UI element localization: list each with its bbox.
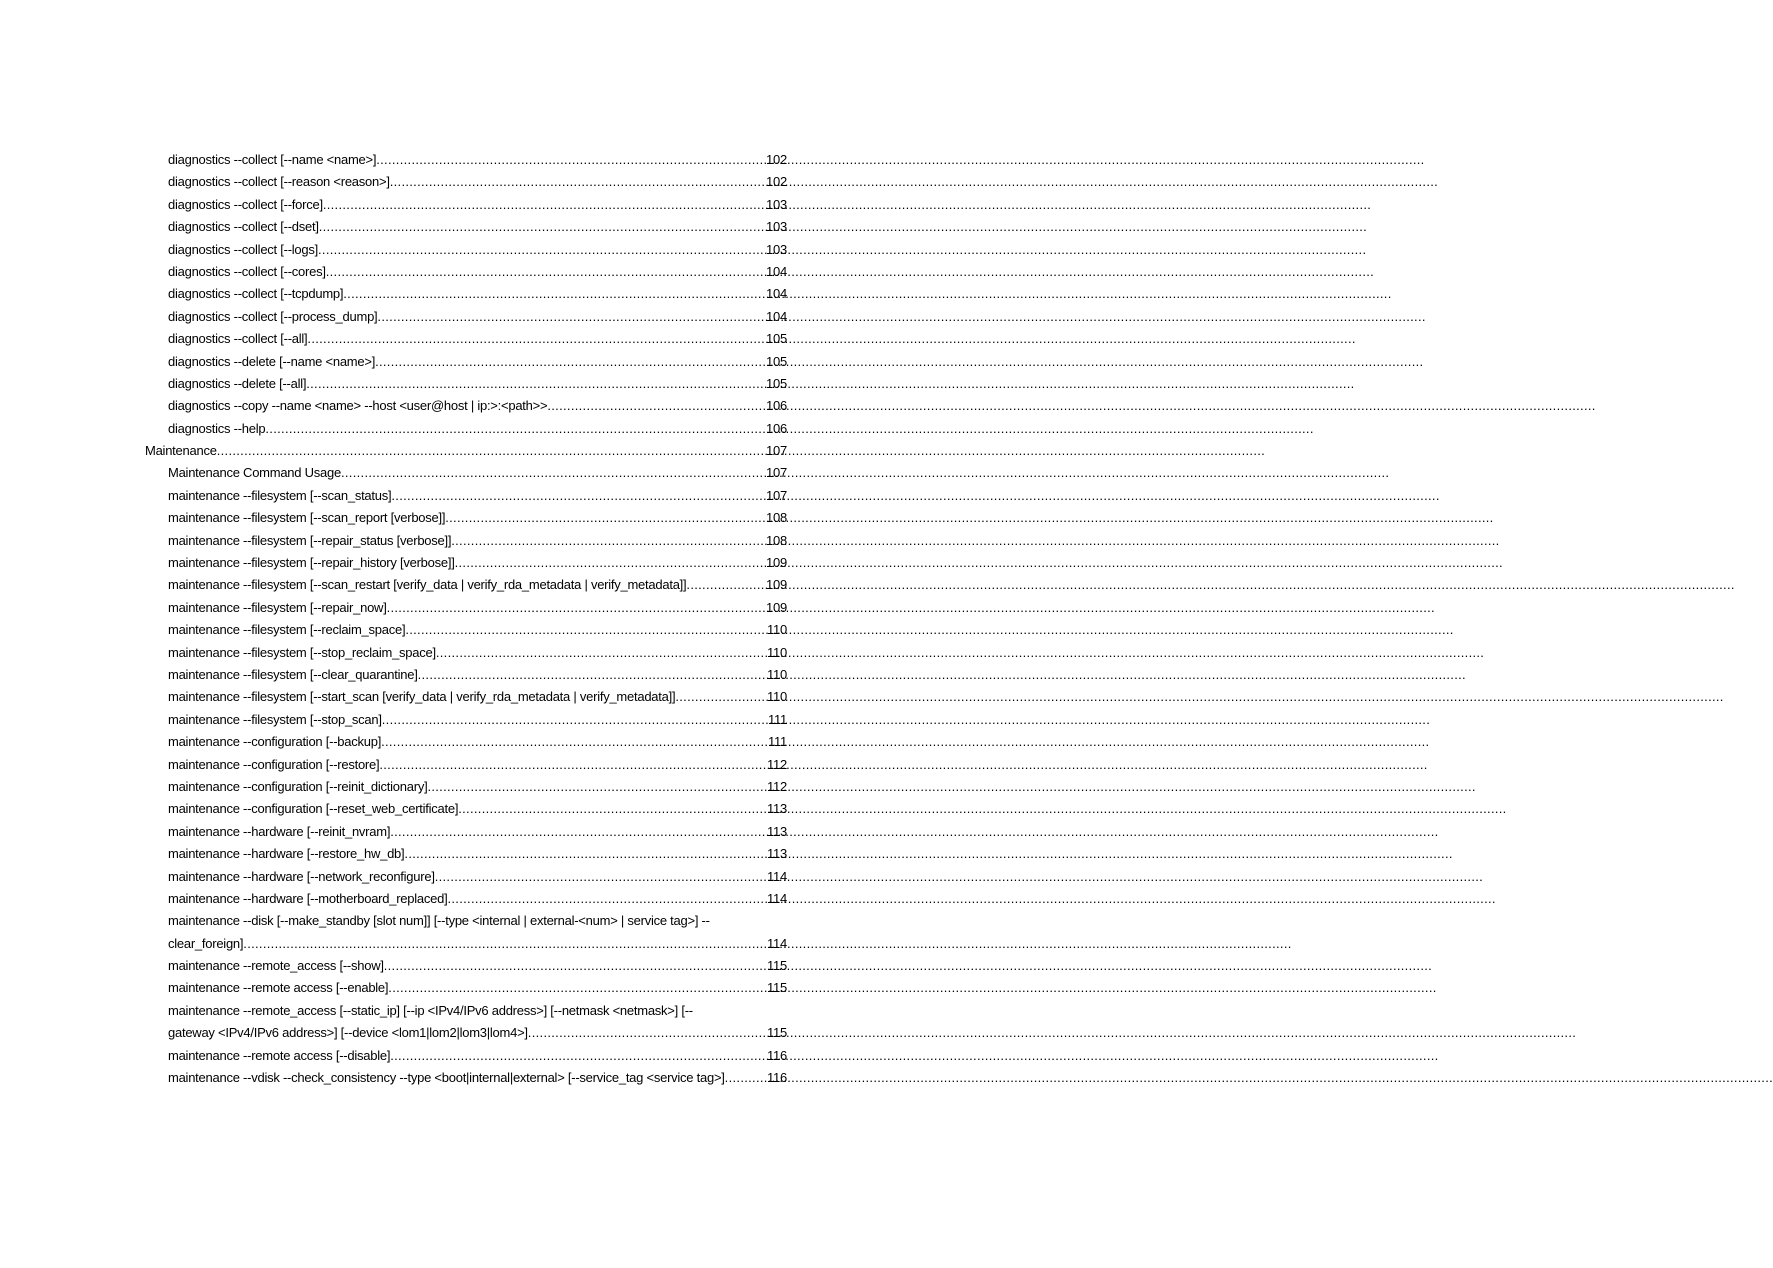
toc-page-number: 109 (766, 599, 787, 615)
dot-leader (405, 619, 766, 641)
toc-page-number: 114 (767, 935, 787, 951)
dot-leader (458, 798, 766, 820)
dot-leader (379, 754, 766, 776)
toc-page-number: 110 (767, 622, 787, 638)
toc-entry-text: maintenance --remote_access [--static_ip] [--ip <IPv4/IPv6 address>] [--netmask <netmask>] [-- (168, 1002, 693, 1018)
toc-entry-text: Maintenance Command Usage (168, 465, 341, 481)
toc-entry-text: clear_foreign] (168, 935, 244, 951)
toc-entry-continuation[interactable] (0, 1022, 954, 1044)
dot-leader (323, 194, 765, 216)
toc-entry-text: maintenance --hardware [--restore_hw_db] (168, 846, 405, 862)
toc-entry-text: maintenance --remote_access [--show] (168, 958, 384, 974)
toc-entry[interactable] (0, 351, 954, 373)
toc-entry-text: maintenance --filesystem [--scan_status] (168, 487, 392, 503)
toc-entry[interactable] (0, 216, 954, 238)
toc-page-number: 106 (766, 398, 787, 414)
toc-entry-text: maintenance --filesystem [--stop_reclaim_space] (168, 644, 436, 660)
toc-entry[interactable] (0, 306, 954, 328)
toc-entry[interactable] (0, 798, 954, 820)
toc-entry-text: diagnostics --collect [--name <name>] (168, 152, 377, 167)
toc-entry[interactable] (0, 754, 954, 776)
toc-entry-text: maintenance --filesystem [--start_scan [verify_data | verify_rda_metadata | verify_metadata]] (168, 689, 676, 705)
toc-entry[interactable] (0, 283, 954, 305)
dot-leader (686, 574, 765, 596)
toc-entry-text: maintenance --filesystem [--repair_status [verbose]] (168, 532, 452, 548)
toc-entry-text: maintenance --remote access [--enable] (168, 980, 389, 996)
toc-entry[interactable] (0, 1067, 954, 1089)
toc-entry-text: maintenance --filesystem [--reclaim_space] (168, 622, 406, 638)
toc-entry[interactable] (0, 843, 954, 865)
dot-leader (387, 597, 765, 619)
toc-page-number: 105 (766, 353, 787, 369)
toc-entry[interactable] (0, 597, 954, 619)
toc-page-number: 104 (766, 286, 787, 302)
toc-entry[interactable] (0, 418, 954, 440)
toc-entry[interactable] (0, 328, 954, 350)
toc-entry[interactable] (0, 731, 954, 753)
toc-page-number: 115 (767, 958, 787, 974)
dot-leader (375, 351, 765, 373)
dot-leader (418, 664, 766, 686)
toc-page-number: 113 (767, 846, 787, 862)
toc-entry[interactable] (0, 888, 954, 910)
toc-entry[interactable] (0, 171, 954, 193)
toc-entry-text: maintenance --filesystem [--scan_report [verbose]] (168, 510, 446, 526)
toc-entry-text: maintenance --filesystem [--stop_scan] (168, 711, 382, 727)
dot-leader (455, 552, 765, 574)
dot-leader (381, 731, 767, 753)
dot-leader (343, 283, 765, 305)
dot-leader (376, 149, 765, 171)
toc-entry-text: diagnostics --collect [--logs] (168, 241, 318, 257)
toc-page-number: 105 (766, 331, 787, 347)
toc-page-number: 112 (767, 778, 787, 794)
toc-page-number: 104 (766, 308, 787, 324)
dot-leader (390, 821, 766, 843)
toc-page-number: 103 (766, 219, 787, 235)
toc-entry[interactable] (0, 709, 954, 731)
toc-entry[interactable] (0, 530, 954, 552)
toc-entry[interactable] (0, 462, 954, 484)
toc-page-number: 102 (766, 152, 787, 167)
dot-leader (388, 977, 766, 999)
dot-leader (528, 1022, 766, 1044)
toc-entry-text: maintenance --configuration [--reinit_dictionary] (168, 778, 428, 794)
table-of-contents (0, 149, 954, 1089)
toc-page-number: 109 (766, 577, 787, 593)
toc-entry[interactable] (0, 955, 954, 977)
toc-entry[interactable] (0, 821, 954, 843)
toc-section-heading[interactable] (0, 440, 954, 462)
dot-leader (675, 686, 766, 708)
toc-entry[interactable] (0, 866, 954, 888)
dot-leader (427, 776, 766, 798)
toc-entry[interactable] (0, 485, 954, 507)
toc-page-number: 108 (766, 510, 787, 526)
toc-entry[interactable] (0, 261, 954, 283)
toc-entry-text: maintenance --hardware [--network_reconfigure] (168, 868, 435, 884)
toc-page-number: 116 (767, 1070, 787, 1086)
toc-entry-text: maintenance --configuration [--backup] (168, 734, 382, 750)
toc-entry-text: maintenance --filesystem [--repair_history [verbose]] (168, 555, 455, 571)
toc-entry-text: maintenance --filesystem [--scan_restart [verify_data | verify_rda_metadata | verify_metadata]] (168, 577, 687, 593)
toc-entry[interactable] (0, 507, 954, 529)
toc-entry[interactable] (0, 776, 954, 798)
toc-entry[interactable] (0, 1000, 954, 1022)
toc-entry-text: maintenance --disk [--make_standby [slot num]] [--type <internal | external-<num> | service tag>] -- (168, 913, 710, 929)
toc-entry-text: diagnostics --collect [--all] (168, 331, 308, 347)
toc-entry-text: diagnostics --collect [--cores] (168, 263, 326, 279)
toc-entry[interactable] (0, 619, 954, 641)
toc-entry[interactable] (0, 686, 954, 708)
toc-page-number: 102 (766, 174, 787, 190)
dot-leader (341, 462, 765, 484)
toc-page-number: 116 (767, 1047, 787, 1063)
toc-page-number: 111 (767, 711, 787, 727)
toc-page-number: 112 (767, 756, 787, 772)
toc-entry-text: diagnostics --help (168, 420, 266, 436)
toc-page-number: 115 (767, 980, 787, 996)
toc-entry-text: maintenance --filesystem [--clear_quarantine] (168, 666, 418, 682)
dot-leader (384, 955, 766, 977)
toc-entry[interactable] (0, 395, 954, 417)
toc-entry-text: diagnostics --delete [--name <name>] (168, 353, 376, 369)
dot-leader (326, 261, 765, 283)
dot-leader (307, 328, 765, 350)
toc-entry-text: diagnostics --collect [--process_dump] (168, 308, 378, 324)
toc-entry[interactable] (0, 910, 954, 932)
toc-entry[interactable] (0, 574, 954, 596)
dot-leader (265, 418, 765, 440)
toc-page-number: 104 (766, 263, 787, 279)
dot-leader (436, 642, 766, 664)
toc-page-number: 113 (767, 823, 787, 839)
toc-page-number: 103 (766, 241, 787, 257)
toc-entry-text: maintenance --configuration [--reset_web_certificate] (168, 801, 459, 817)
dot-leader (435, 866, 766, 888)
toc-entry[interactable] (0, 642, 954, 664)
toc-entry-text: diagnostics --collect [--force] (168, 196, 323, 212)
toc-entry-text: diagnostics --collect [--tcpdump] (168, 286, 344, 302)
dot-leader (404, 843, 766, 865)
dot-leader (382, 709, 767, 731)
toc-entry[interactable] (0, 664, 954, 686)
toc-entry-text: maintenance --filesystem [--repair_now] (168, 599, 387, 615)
toc-entry-text: maintenance --hardware [--reinit_nvram] (168, 823, 391, 839)
dot-leader (451, 530, 765, 552)
dot-leader (390, 171, 765, 193)
toc-entry-text: maintenance --remote access [--disable] (168, 1047, 391, 1063)
toc-page-number: 108 (766, 532, 787, 548)
toc-page-number: 111 (767, 734, 787, 750)
dot-leader (390, 1045, 766, 1067)
toc-page-number: 115 (767, 1025, 787, 1041)
toc-entry-text: gateway <IPv4/IPv6 address>] [--device <lom1|lom2|lom3|lom4>] (168, 1025, 528, 1041)
toc-page-number: 109 (766, 555, 787, 571)
toc-entry-text: diagnostics --collect [--dset] (168, 219, 319, 235)
dot-leader (445, 507, 765, 529)
dot-leader (447, 888, 766, 910)
toc-page-number: 110 (767, 644, 787, 660)
toc-page-number: 113 (767, 801, 787, 817)
toc-entry-text: diagnostics --copy --name <name> --host <user@host | ip:>:<path>> (168, 398, 548, 414)
toc-entry-text: maintenance --hardware [--motherboard_replaced] (168, 890, 448, 906)
dot-leader (377, 306, 765, 328)
toc-page-number: 110 (767, 689, 787, 705)
dot-leader (217, 440, 765, 462)
toc-entry-text: maintenance --vdisk --check_consistency --type <boot|internal|external> [--service_tag <service tag>] (168, 1070, 725, 1086)
toc-page-number: 114 (767, 890, 787, 906)
toc-entry[interactable] (0, 552, 954, 574)
toc-entry-continuation[interactable] (0, 933, 954, 955)
toc-page-number: 107 (766, 443, 787, 459)
toc-entry[interactable] (0, 239, 954, 261)
dot-leader (319, 216, 765, 238)
toc-entry-text: diagnostics --collect [--reason <reason>] (168, 174, 390, 190)
toc-entry[interactable] (0, 1045, 954, 1067)
dot-leader (391, 485, 765, 507)
toc-entry-text: maintenance --configuration [--restore] (168, 756, 380, 772)
dot-leader (306, 373, 765, 395)
dot-leader (318, 239, 765, 261)
toc-entry-text: Maintenance (145, 443, 217, 459)
toc-entry[interactable] (0, 373, 954, 395)
toc-entry[interactable] (0, 149, 954, 171)
dot-leader (547, 395, 765, 417)
toc-entry[interactable] (0, 977, 954, 999)
toc-page-number: 114 (767, 868, 787, 884)
toc-page-number: 106 (766, 420, 787, 436)
dot-leader (243, 933, 766, 955)
toc-page-number: 103 (766, 196, 787, 212)
toc-entry-text: diagnostics --delete [--all] (168, 375, 307, 391)
toc-entry[interactable] (0, 194, 954, 216)
toc-page-number: 107 (766, 465, 787, 481)
toc-page-number: 105 (766, 375, 787, 391)
toc-page-number: 107 (766, 487, 787, 503)
dot-leader (725, 1067, 766, 1089)
toc-page-number: 110 (767, 666, 787, 682)
